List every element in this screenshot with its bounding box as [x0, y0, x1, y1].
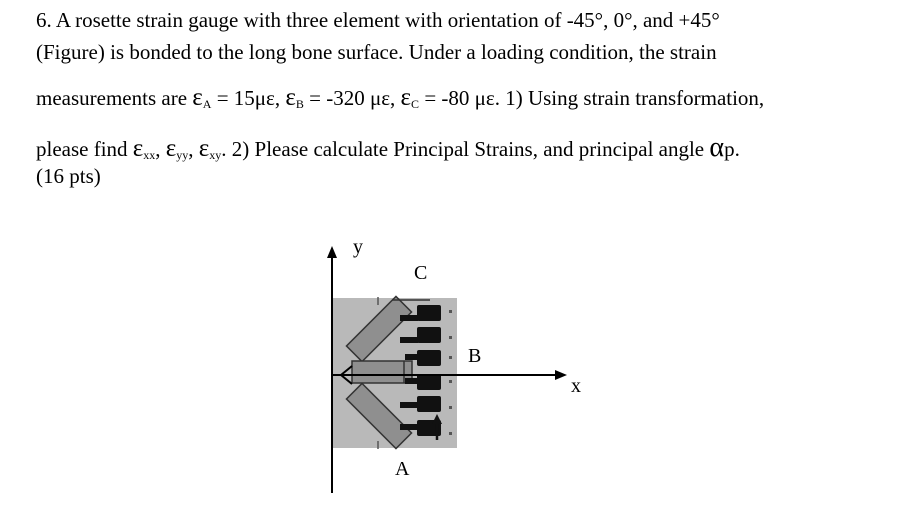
label-c: C — [414, 262, 428, 284]
line4-text: . 2) Please calculate Principal Strains, and principal angle — [221, 137, 710, 161]
epsilon-b-symbol: ε — [285, 84, 296, 111]
epsilon-xy-symbol: ε — [198, 135, 210, 162]
epsilon-b-value: = -320 με, — [303, 86, 401, 110]
problem-line-1: 6. A rosette strain gauge with three element with orientation of -45°, 0°, and +45° — [36, 8, 720, 32]
gauge-element-b — [352, 361, 412, 383]
epsilon-xx-subscript: xx — [143, 148, 156, 162]
epsilon-b-subscript: B — [295, 97, 304, 111]
epsilon-c-value: = -80 με. 1) Using strain transformation, — [419, 86, 765, 110]
epsilon-c-symbol: ε — [400, 84, 412, 111]
separator-2: , — [188, 137, 199, 161]
problem-line-5: (16 pts) — [36, 164, 101, 188]
alpha-symbol: α — [709, 132, 725, 163]
epsilon-c-subscript: C — [411, 97, 420, 111]
line4-prefix: please find — [36, 137, 133, 161]
epsilon-yy-subscript: yy — [176, 148, 189, 162]
epsilon-a-subscript: A — [202, 97, 212, 111]
x-axis-label: x — [571, 375, 581, 397]
line3-prefix: measurements are — [36, 86, 193, 110]
separator-1: , — [155, 137, 166, 161]
label-a: A — [395, 458, 410, 480]
alpha-subscript: p. — [724, 137, 740, 161]
problem-line-2: (Figure) is bonded to the long bone surface. Under a loading condition, the strain — [36, 40, 717, 64]
epsilon-a-value: = 15με, — [211, 86, 286, 110]
epsilon-yy-symbol: ε — [165, 135, 177, 162]
epsilon-xx-symbol: ε — [132, 135, 144, 162]
label-b: B — [468, 345, 482, 367]
y-axis-label: y — [353, 236, 363, 258]
epsilon-a-symbol: ε — [192, 84, 203, 111]
epsilon-xy-subscript: xy — [209, 148, 222, 162]
